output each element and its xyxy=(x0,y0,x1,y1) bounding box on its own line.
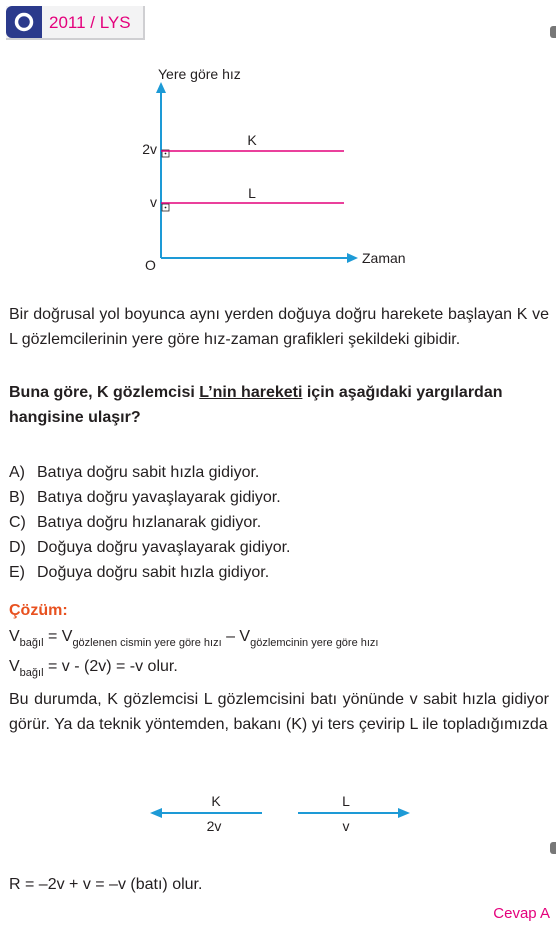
vector-l-magnitude: v xyxy=(342,818,350,834)
answer-label: Cevap A xyxy=(493,905,550,922)
formula-symbol: = V xyxy=(43,628,73,645)
formula-subscript: bağıl xyxy=(19,667,44,679)
question-text xyxy=(9,381,549,430)
right-angle-dot xyxy=(165,153,167,155)
formula-rest: = v - (2v) = -v olur. xyxy=(43,658,178,675)
y-axis-label: Yere göre hız xyxy=(158,66,241,82)
vector-k-name: K xyxy=(211,793,221,809)
y-axis-arrow-icon xyxy=(156,82,166,93)
formula-relative-velocity xyxy=(9,628,379,649)
vector-l-name: L xyxy=(342,793,350,809)
option-letter: E) xyxy=(9,564,25,581)
option-letter: B) xyxy=(9,489,25,506)
option-b[interactable] xyxy=(9,488,281,508)
y-tick-label: v xyxy=(150,194,157,210)
option-letter: A) xyxy=(9,464,25,481)
option-text: Doğuya doğru yavaşlayarak gidiyor. xyxy=(37,539,291,556)
right-angle-dot xyxy=(165,207,167,209)
vector-diagram xyxy=(0,790,556,860)
question-post: için aşağıdaki yargılardan hangisine ulaşır? xyxy=(9,384,503,426)
series-label-l: L xyxy=(248,185,256,201)
formula-subscript: bağıl xyxy=(19,637,44,649)
formula-subscript: gözlemcinin yere göre hızı xyxy=(250,637,379,649)
origin-label: O xyxy=(145,257,156,273)
formula-symbol: V xyxy=(9,658,20,675)
option-a[interactable] xyxy=(9,463,259,483)
question-pre: Buna göre, K gözlemcisi xyxy=(9,384,200,401)
solution-text: Bu durumda, K gözlemcisi L gözlemcisini batı yönünde v sabit hızla gidiyor görür. Ya da teknik yöntemden, bakanı (K) yi ters çevirip L ile topladığımızda xyxy=(9,691,549,733)
option-text: Batıya doğru hızlanarak gidiyor. xyxy=(37,514,262,531)
option-c[interactable] xyxy=(9,513,261,533)
option-text: Batıya doğru sabit hızla gidiyor. xyxy=(37,464,260,481)
option-text: Batıya doğru yavaşlayarak gidiyor. xyxy=(37,489,281,506)
option-letter: C) xyxy=(9,514,26,531)
solution-title: Çözüm: xyxy=(9,602,68,619)
problem-paragraph: Bir doğrusal yol boyunca aynı yerden doğuya doğru harekete başlayan K ve L gözlemcilerinin yere göre hız-zaman grafikleri şekildeki gibidir. xyxy=(9,306,549,348)
question-underlined: L’nin hareketi xyxy=(199,384,303,401)
formula-calculation xyxy=(9,658,178,679)
series-label-k: K xyxy=(247,132,257,148)
option-e[interactable] xyxy=(9,563,269,583)
velocity-time-graph xyxy=(0,0,556,290)
option-text: Doğuya doğru sabit hızla gidiyor. xyxy=(37,564,270,581)
option-d[interactable] xyxy=(9,538,290,558)
x-axis-label: Zaman xyxy=(362,250,406,266)
right-arrow-icon xyxy=(398,808,410,818)
vector-k-magnitude: 2v xyxy=(206,818,222,834)
left-arrow-icon xyxy=(150,808,162,818)
result-line: R = –2v + v = –v (batı) olur. xyxy=(9,876,203,893)
formula-subscript: gözlenen cismin yere göre hızı xyxy=(72,637,222,649)
option-letter: D) xyxy=(9,539,26,556)
badge-label: 2011 / LYS xyxy=(49,13,131,32)
formula-symbol: V xyxy=(9,628,20,645)
formula-symbol: – V xyxy=(221,628,251,645)
x-axis-arrow-icon xyxy=(347,253,358,263)
y-tick-label: 2v xyxy=(142,141,157,157)
